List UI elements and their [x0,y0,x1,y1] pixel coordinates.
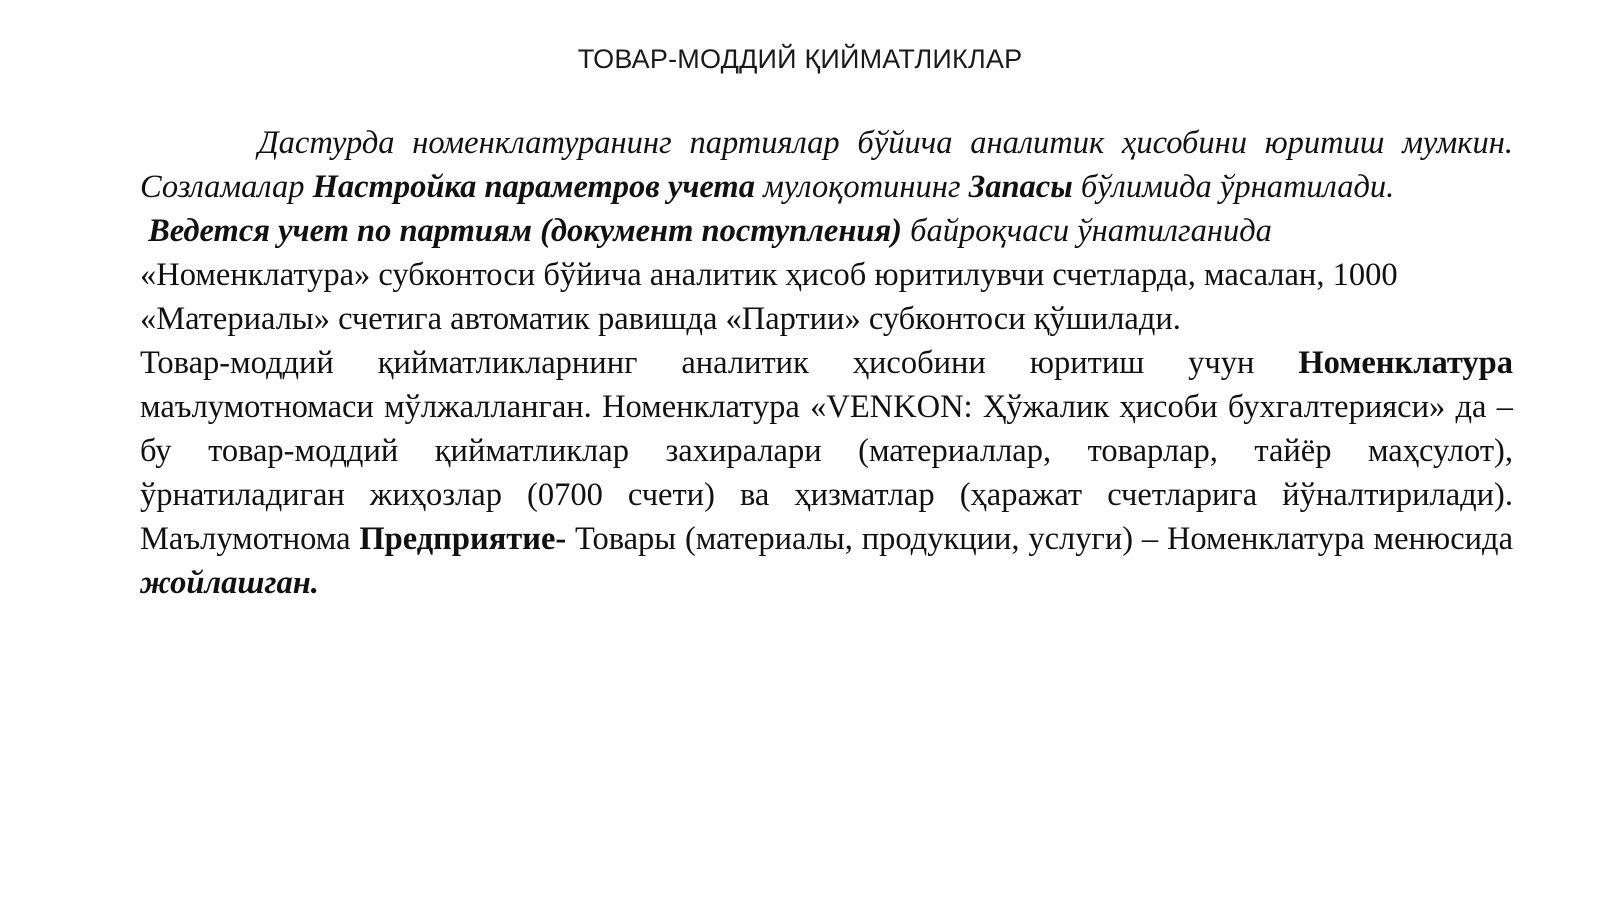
paragraph3-text-c: Товары (материалы, продукции, услуги) – Номенклатура менюсида [566,521,1513,557]
stocks-section-name: Запасы [968,169,1073,205]
paragraph-nomenclature [140,341,1513,605]
paragraph-partition-accounting [140,121,1513,209]
enterprise-menu-name: Предприятие- [359,521,567,557]
paragraph1-text-a: Дастурда номенклатуранинг партиялар бўйича аналитик ҳисобини юритиш мумкин. Созламалар [140,125,1513,205]
paragraph2-italic-a: байроқчаси ўнатилганида [902,213,1272,249]
paragraph-partition-flag [140,209,1513,341]
paragraph1-text-b: мулоқотининг [754,169,969,205]
slide-title: ТОВАР-МОДДИЙ ҚИЙМАТЛИКЛАР [577,44,1023,74]
paragraph3-text-a: Товар-моддий қийматликларнинг аналитик ҳисобини юритиш учун [140,345,1299,381]
located-word: жойлашган. [140,565,319,601]
partition-flag-name: Ведется учет по партиям (документ поступления) [148,213,903,249]
paragraph2-text-a: «Номенклатура» субконтоси бўйича аналитик ҳисоб юритилувчи счетларда, масалан, 1000 «Материалы» счетига автоматик равишда «Партии» субконтоси қўшилади. [140,257,1398,337]
slide-body [140,121,1513,605]
settings-dialog-name: Настройка параметров учета [312,169,755,205]
paragraph3-text-b: маълумотномаси мўлжалланган. Номенклатура «VENKON: Ҳўжалик ҳисоби бухгалтерияси» да – бу товар-моддий қийматликлар захиралари (материаллар, товарлар, тайёр маҳсулот), ўрнатиладиган жиҳозлар (0700 счети) ва ҳизматлар (ҳаражат счетларига йўналтирилади). Маълумотнома [140,389,1513,557]
paragraph1-text-c: бўлимида ўрнатилади. [1072,169,1395,205]
nomenclature-reference-name: Номенклатура [1298,345,1513,381]
